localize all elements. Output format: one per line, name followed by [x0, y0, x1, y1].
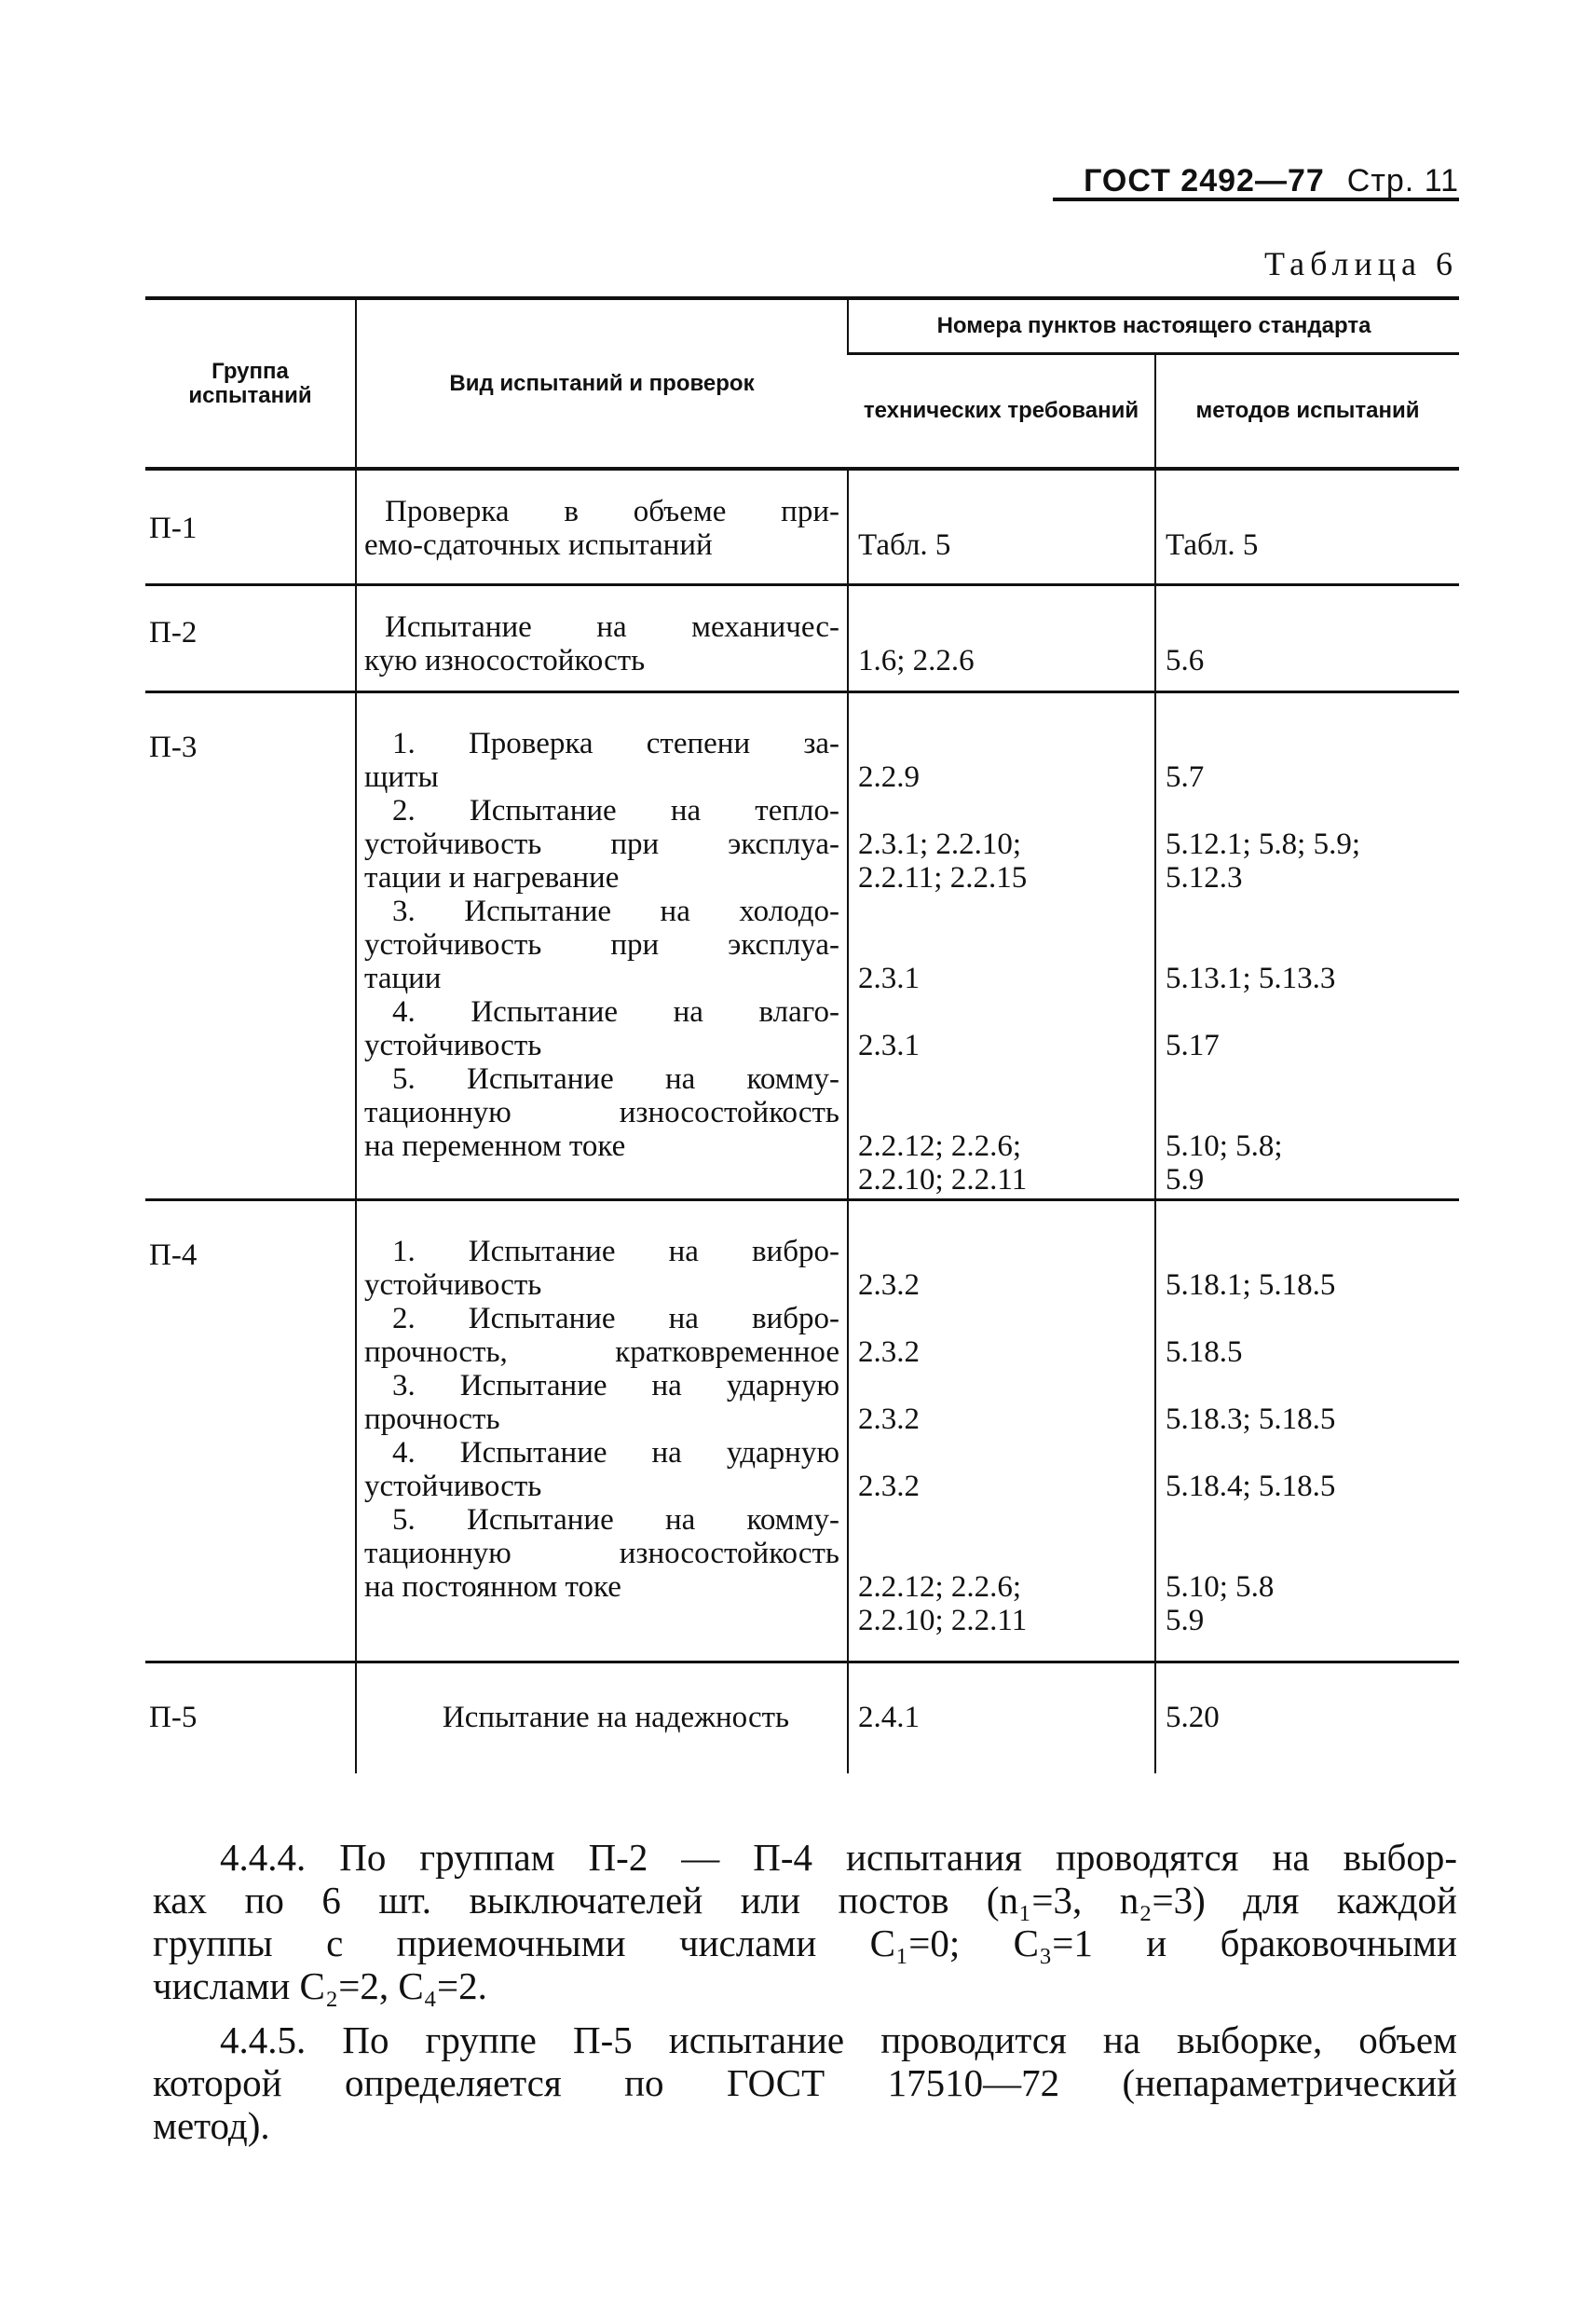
tech-value: 2.2.9 [858, 759, 920, 794]
kind-line: тации [364, 961, 442, 995]
paragraph-line: ках по 6 шт. выключателей или постов (n₁=3, n₂=3) для каждой [153, 1879, 1457, 1922]
methods-value: 5.18.3; 5.18.5 [1166, 1402, 1336, 1436]
kind-line: 5. Испытание на комму- [392, 1061, 839, 1096]
kind-line: на переменном токе [364, 1129, 626, 1163]
methods-value: 5.13.1; 5.13.3 [1166, 961, 1336, 995]
methods-value: 5.18.4; 5.18.5 [1166, 1469, 1336, 1503]
tech-value: 1.6; 2.2.6 [858, 643, 975, 677]
tech-value: Табл. 5 [858, 528, 951, 562]
tech-cell [848, 1199, 1155, 1662]
paragraph-line: метод). [153, 2104, 270, 2147]
kind-line: тационную износостойкость [364, 1095, 839, 1129]
paragraph-line: которой определяется по ГОСТ 17510—72 (непараметрический [153, 2061, 1457, 2104]
kind-line: на постоянном токе [364, 1569, 621, 1604]
methods-value: 5.18.1; 5.18.5 [1166, 1267, 1336, 1302]
kind-line: 3. Испытание на ударную [392, 1368, 839, 1402]
kind-line: устойчивость [364, 1469, 542, 1503]
methods-cell [1155, 1662, 1459, 1773]
kind-line: 2. Испытание на вибро- [392, 1301, 839, 1335]
header-group: Группа испытаний [145, 298, 356, 469]
kind-cell [356, 1662, 848, 1773]
tech-cell [848, 691, 1155, 1199]
page-number: Стр. 11 [1346, 163, 1459, 198]
group-cell: П-3 [145, 691, 356, 1199]
tech-value: 2.2.10; 2.2.11 [858, 1603, 1028, 1637]
header-test-methods: методов испытаний [1155, 354, 1459, 470]
kind-line: 3. Испытание на холодо- [392, 894, 839, 928]
methods-value: Табл. 5 [1166, 528, 1259, 562]
kind-line: Испытание на механичес- [385, 609, 839, 644]
methods-value: 5.18.5 [1166, 1334, 1243, 1369]
tech-value: 2.2.10; 2.2.11 [858, 1162, 1028, 1197]
methods-cell [1155, 584, 1459, 691]
paragraph-line: числами C₂=2, C₄=2. [153, 1964, 487, 2007]
tech-cell [848, 1662, 1155, 1773]
kind-line: 5. Испытание на комму- [392, 1502, 839, 1537]
table-row [145, 1662, 1459, 1773]
tech-value: 2.3.2 [858, 1469, 920, 1503]
tech-value: 2.3.1; 2.2.10; [858, 827, 1022, 861]
methods-value: 5.17 [1166, 1028, 1220, 1062]
group-cell: П-4 [145, 1199, 356, 1662]
kind-line: устойчивость [364, 1028, 542, 1062]
kind-cell [356, 584, 848, 691]
methods-value: 5.7 [1166, 759, 1205, 794]
methods-value: 5.6 [1166, 643, 1205, 677]
methods-cell [1155, 1199, 1459, 1662]
methods-value: 5.10; 5.8; [1166, 1129, 1283, 1163]
tech-value: 2.3.1 [858, 961, 920, 995]
tech-value: 2.3.2 [858, 1334, 920, 1369]
tech-value: 2.2.11; 2.2.15 [858, 860, 1028, 895]
methods-value: 5.9 [1166, 1162, 1205, 1197]
tech-value: 2.4.1 [858, 1700, 920, 1734]
kind-line: тации и нагревание [364, 860, 620, 895]
kind-line: 4. Испытание на ударную [392, 1435, 839, 1470]
kind-line: кую износостойкость [364, 643, 646, 677]
tech-value: 2.3.2 [858, 1267, 920, 1302]
kind-line: 1. Испытание на вибро- [392, 1234, 839, 1268]
table-caption: Таблица 6 [1264, 245, 1458, 282]
methods-value: 5.12.1; 5.8; 5.9; [1166, 827, 1361, 861]
kind-cell [356, 469, 848, 584]
paragraph-line: 4.4.5. По группе П-5 испытание проводится на выборке, объем [220, 2018, 1457, 2061]
table-row [145, 469, 1459, 584]
group-cell: П-1 [145, 469, 356, 584]
methods-value: 5.10; 5.8 [1166, 1569, 1275, 1604]
kind-line: тационную износостойкость [364, 1536, 839, 1570]
paragraph-4-4-4 [153, 1836, 1457, 2007]
kind-line: Проверка в объеме при- [385, 495, 839, 528]
kind-line: прочность, кратковременное [364, 1334, 839, 1369]
table-row [145, 584, 1459, 691]
tech-value: 2.3.2 [858, 1402, 920, 1436]
tech-value: 2.2.12; 2.2.6; [858, 1569, 1022, 1604]
kind-line: емо-сдаточных испытаний [364, 528, 713, 562]
kind-line: устойчивость [364, 1267, 542, 1302]
tests-table [145, 296, 1459, 1773]
kind-cell [356, 691, 848, 1199]
group-cell: П-5 [149, 1700, 198, 1734]
kind-line: прочность [364, 1402, 500, 1436]
kind-line: 1. Проверка степени за- [392, 726, 839, 760]
paragraph-4-4-5 [153, 2018, 1457, 2147]
paragraph-line: 4.4.4. По группам П-2 — П-4 испытания проводятся на выбор- [220, 1836, 1457, 1879]
kind-line: устойчивость при эксплуа- [364, 927, 839, 962]
tech-value: 2.3.1 [858, 1028, 920, 1062]
kind-line: 2. Испытание на тепло- [392, 793, 839, 828]
kind-cell [356, 1199, 848, 1662]
paragraph-line: группы с приемочными числами C₁=0; C₃=1 и браковочными [153, 1922, 1457, 1964]
kind-line: 4. Испытание на влаго- [392, 994, 839, 1029]
tech-cell [848, 469, 1155, 584]
table-row [145, 691, 1459, 1199]
kind-line: щиты [364, 759, 439, 794]
header-rule [1053, 198, 1459, 201]
methods-cell [1155, 469, 1459, 584]
kind-line: устойчивость при эксплуа- [364, 827, 839, 861]
tech-value: 2.2.12; 2.2.6; [858, 1129, 1022, 1163]
methods-cell [1155, 691, 1459, 1199]
header-clauses: Номера пунктов настоящего стандарта [848, 298, 1459, 354]
group-cell: П-2 [145, 584, 356, 691]
kind-line: Испытание на надежность [442, 1700, 790, 1734]
standard-number: ГОСТ 2492—77 [1084, 163, 1325, 198]
methods-value: 5.9 [1166, 1603, 1205, 1637]
methods-value: 5.20 [1166, 1700, 1220, 1734]
table-row [145, 1199, 1459, 1662]
tech-cell [848, 584, 1155, 691]
methods-value: 5.12.3 [1166, 860, 1243, 895]
header-tech-req: технических требований [848, 354, 1155, 470]
header-kind: Вид испытаний и проверок [356, 298, 848, 469]
page-header [1025, 147, 1459, 199]
